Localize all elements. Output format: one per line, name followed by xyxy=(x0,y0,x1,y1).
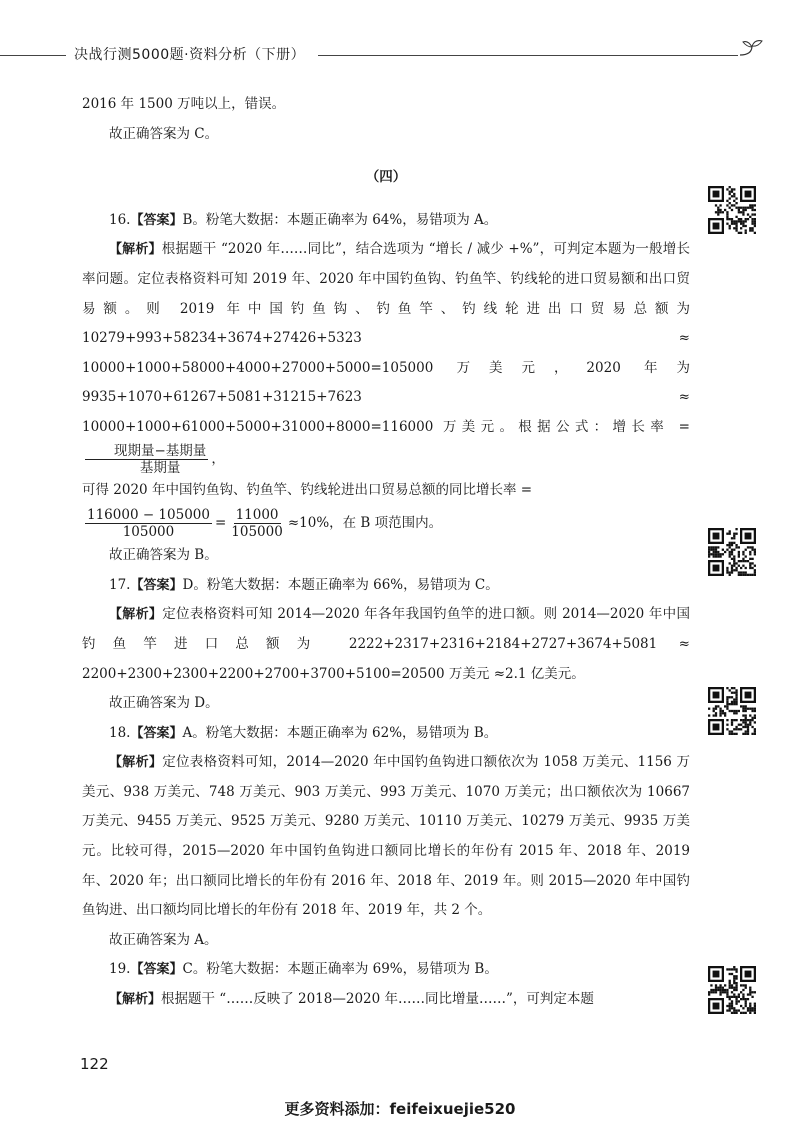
q19-analysis-text: 根据题干 “……反映了 2018—2020 年……同比增量……”，可判定本题 xyxy=(161,991,594,1008)
q16-analysis-cont: 可得 2020 年中国钓鱼钩、钓鱼竿、钓线轮进出口贸易总额的同比增长率 = xyxy=(82,481,533,498)
answer-label: 【答案】 xyxy=(130,962,183,978)
calc-denominator-2: 105000 xyxy=(231,524,283,541)
calc-denominator-1: 105000 xyxy=(122,524,175,541)
running-header: 决战行测5000题·资料分析（下册） xyxy=(68,44,311,64)
formula-denominator: 基期量 xyxy=(139,459,181,476)
calc-numerator-1: 116000 − 105000 xyxy=(87,507,210,524)
analysis-label: 【解析】 xyxy=(109,755,163,771)
q16-answer xyxy=(82,206,690,236)
q16-analysis-text: 根据题干 “2020 年……同比”，结合选项为 “增长 / 减少 +%”，可判定本题为一般增长率问题。定位表格资料可知 2019 年、2020 年中国钓鱼钩、钓鱼竿、钓线轮的进口贸易额和出口贸易额。则 2019 年中国钓鱼钩、钓鱼竿、钓线轮进出口贸易总额为 10279+993+58234+3674+27426+5323 ≈ 10000+1000+58000+4000+27000+5000=105000 万美元，2020 年为 9935+1070+61267+5081+31215+7623 ≈ 10000+1000+61000+5000+31000+8000=116000 万美元。根据公式：增长率 = xyxy=(82,241,690,435)
q16-answer-text: B。粉笔大数据：本题正确率为 64%，易错项为 A。 xyxy=(182,211,498,228)
comma: ， xyxy=(211,450,225,467)
page-body xyxy=(82,90,690,1015)
analysis-label: 【解析】 xyxy=(109,992,162,1008)
text-line: 2016 年 1500 万吨以上，错误。 xyxy=(82,96,286,112)
section-heading: （四） xyxy=(365,168,407,185)
page-number: 122 xyxy=(80,1055,109,1073)
growth-rate-formula xyxy=(85,443,208,476)
q19-analysis xyxy=(82,985,690,1015)
q16-conclusion: 故正确答案为 B。 xyxy=(109,547,218,564)
q18-answer xyxy=(82,719,690,749)
equals-sign: = xyxy=(214,515,227,532)
q17-analysis xyxy=(82,600,690,689)
qr-code-icon[interactable] xyxy=(708,528,756,576)
q17-analysis-text: 定位表格资料可知 2014—2020 年各年我国钓鱼竿的进口额。则 2014—2020 年中国钓鱼竿进口总额为 2222+2317+2316+2184+2727+3674+5081 ≈ 2200+2300+2300+2200+2700+3700+5100=20500 万美元 ≈2.1 亿美元。 xyxy=(82,606,690,682)
formula-numerator: 现期量−基期量 xyxy=(85,443,208,460)
q19-answer-text: C。粉笔大数据：本题正确率为 69%，易错项为 B。 xyxy=(182,961,498,978)
answer-label: 【答案】 xyxy=(130,577,183,593)
q18-analysis xyxy=(82,748,690,926)
answer-label: 【答案】 xyxy=(130,725,183,741)
analysis-label: 【解析】 xyxy=(109,607,163,623)
q17-answer xyxy=(82,571,690,601)
sprout-logo-icon xyxy=(738,38,766,60)
q18-conclusion: 故正确答案为 A。 xyxy=(109,931,218,948)
header-rule-right xyxy=(318,55,738,56)
q19-number: 19. xyxy=(109,961,131,978)
qr-code-icon[interactable] xyxy=(708,966,756,1014)
q19-answer xyxy=(82,955,690,985)
footer-note: 更多资料添加：feifeixuejie520 xyxy=(284,1100,516,1118)
q18-number: 18. xyxy=(109,724,131,741)
q18-answer-text: A。粉笔大数据：本题正确率为 62%，易错项为 B。 xyxy=(182,724,498,741)
q16-calculation xyxy=(82,505,690,541)
q17-number: 17. xyxy=(109,576,131,593)
qr-code-icon[interactable] xyxy=(708,687,756,735)
q16-analysis xyxy=(82,235,690,475)
calc-result: ≈10%，在 B 项范围内。 xyxy=(287,515,443,532)
qr-code-icon[interactable] xyxy=(708,186,756,234)
calc-numerator-2: 11000 xyxy=(235,507,279,524)
analysis-label: 【解析】 xyxy=(109,242,162,258)
q17-conclusion: 故正确答案为 D。 xyxy=(109,695,219,712)
calc-fraction-2 xyxy=(229,507,285,540)
header-rule-left xyxy=(0,55,66,56)
calc-fraction-1 xyxy=(85,507,212,540)
answer-label: 【答案】 xyxy=(130,212,183,228)
answer-conclusion: 故正确答案为 C。 xyxy=(109,125,219,142)
q17-answer-text: D。粉笔大数据：本题正确率为 66%，易错项为 C。 xyxy=(182,576,499,593)
q18-analysis-text: 定位表格资料可知，2014—2020 年中国钓鱼钩进口额依次为 1058 万美元、1156 万美元、938 万美元、748 万美元、903 万美元、993 万美元、1070 万美元；出口额依次为 10667 万美元、9455 万美元、9525 万美元、9280 万美元、10110 万美元、10279 万美元、9935 万美元。比较可得，2015—2020 年中国钓鱼钩进口额同比增长的年份有 2015 年、2018 年、2019 年、2020 年；出口额同比增长的年份有 2016 年、2018 年、2019 年。则 2015—2020 年中国钓鱼钩进、出口额均同比增长的年份有 2018 年、2019 年，共 2 个。 xyxy=(82,754,690,919)
q16-number: 16. xyxy=(109,211,131,228)
